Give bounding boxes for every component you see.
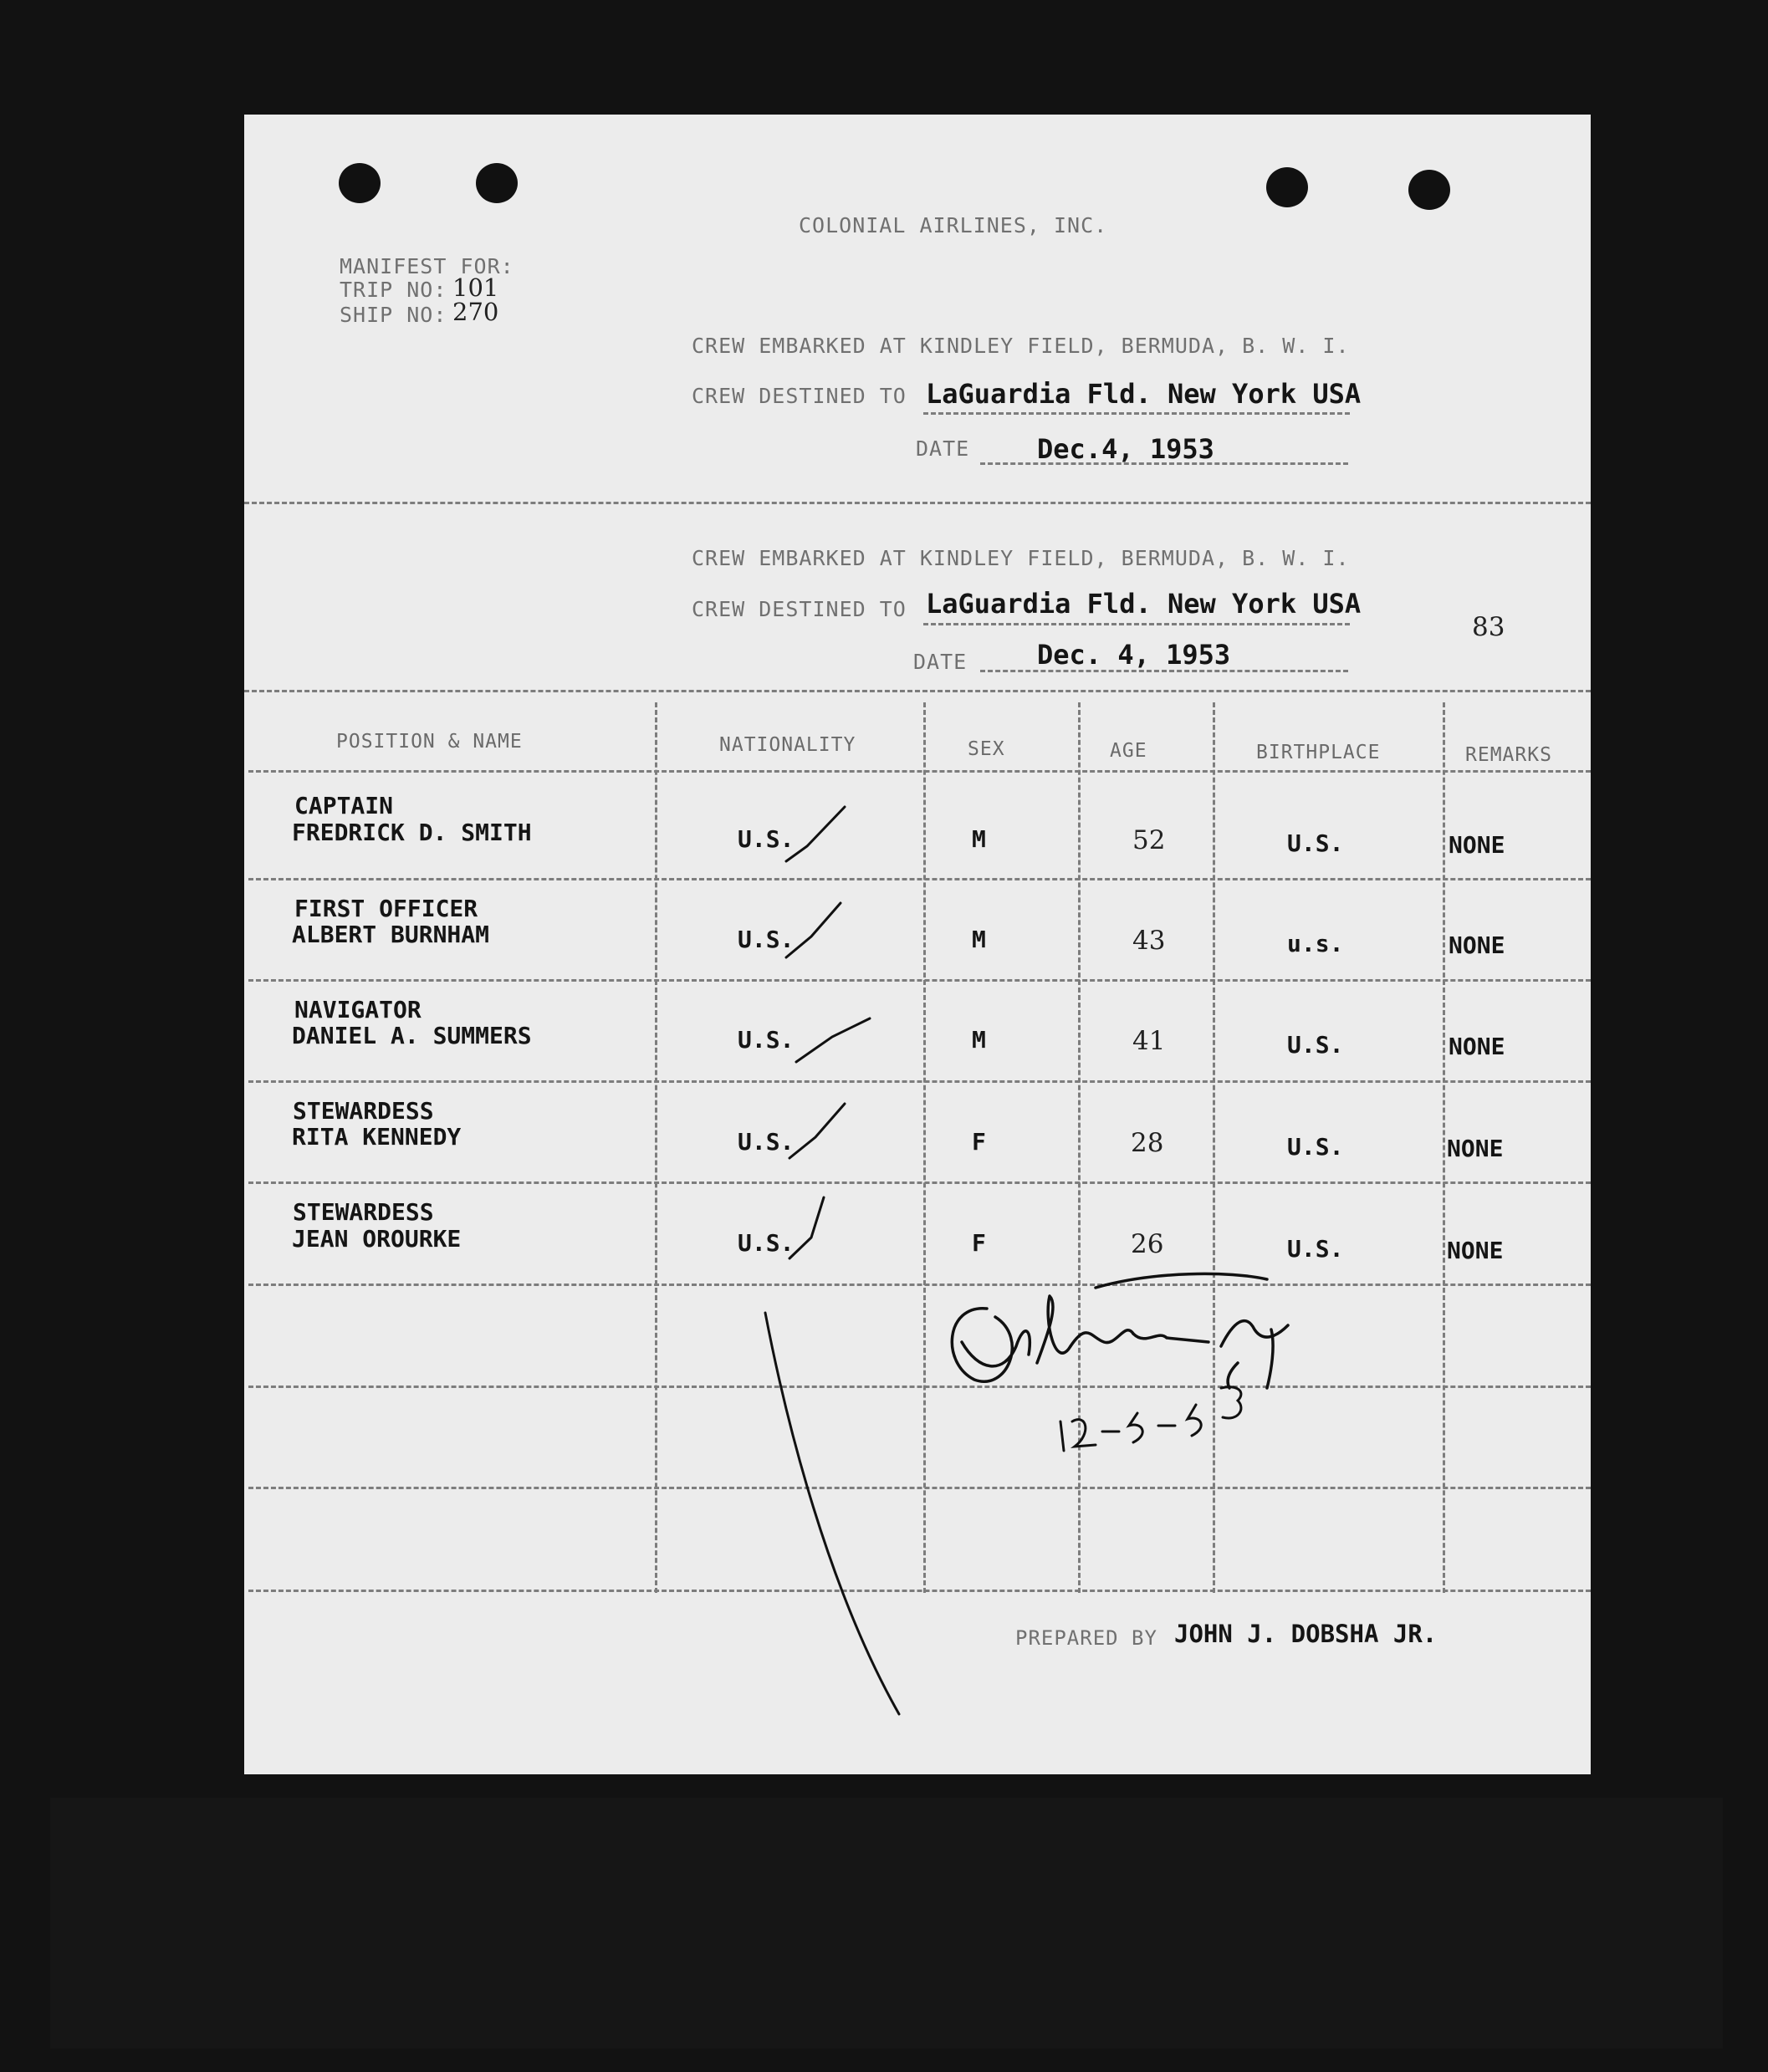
crew-remarks: NONE (1449, 1033, 1505, 1060)
header-remarks: REMARKS (1465, 744, 1552, 766)
column-divider (1078, 702, 1081, 1593)
crew-remarks: NONE (1449, 831, 1505, 859)
crew-name: ALBERT BURNHAM (292, 921, 490, 948)
crew-nationality: U.S. (738, 1026, 795, 1054)
row-border (248, 979, 1591, 982)
column-divider (923, 702, 926, 1593)
crew-position: NAVIGATOR (294, 996, 422, 1023)
crew-nationality: U.S. (738, 1128, 795, 1156)
date-label-1: DATE (916, 436, 970, 461)
punch-hole (339, 163, 381, 203)
row-border (248, 1386, 1591, 1388)
manifest-label: MANIFEST FOR: (340, 254, 514, 278)
row-border (248, 1181, 1591, 1184)
crew-birthplace: U.S. (1287, 1133, 1344, 1161)
prepared-by-name: JOHN J. DOBSHA JR. (1174, 1620, 1438, 1648)
embarked-label-2: CREW EMBARKED AT KINDLEY FIELD, BERMUDA, B. W. I. (692, 546, 1350, 570)
row-border (248, 1284, 1591, 1286)
crew-nationality: U.S. (738, 1229, 795, 1257)
crew-age: 52 (1132, 825, 1166, 855)
crew-sex: M (972, 1026, 986, 1054)
date-label-2: DATE (913, 650, 968, 674)
destined-label-2: CREW DESTINED TO (692, 597, 907, 621)
destination-underline-1 (923, 412, 1350, 415)
crew-name: DANIEL A. SUMMERS (292, 1022, 532, 1049)
crew-remarks: NONE (1447, 1135, 1504, 1162)
prepared-by-label: PREPARED BY (1015, 1626, 1157, 1650)
row-border (248, 1487, 1591, 1489)
header-age: AGE (1110, 740, 1147, 762)
crew-position: STEWARDESS (293, 1097, 434, 1125)
crew-position: STEWARDESS (293, 1198, 434, 1226)
date-underline-1 (980, 462, 1348, 465)
punch-hole (476, 163, 518, 203)
crew-birthplace: U.S. (1287, 1235, 1344, 1263)
header-sex: SEX (968, 738, 1005, 760)
crew-age: 26 (1131, 1229, 1164, 1259)
crew-birthplace: U.S. (1287, 829, 1344, 857)
page-number: 83 (1472, 612, 1505, 642)
header-row-border (248, 770, 1591, 773)
date-underline-2 (980, 670, 1348, 672)
header-position-name: POSITION & NAME (336, 731, 523, 753)
crew-birthplace: U.S. (1287, 1031, 1344, 1059)
date-1: Dec.4, 1953 (1037, 433, 1214, 465)
crew-position: CAPTAIN (294, 792, 394, 819)
crew-birthplace: u.s. (1287, 930, 1344, 957)
manifest-page (244, 115, 1591, 1774)
crew-sex: M (972, 825, 986, 853)
trip-number: 101 (452, 273, 499, 302)
date-2: Dec. 4, 1953 (1037, 639, 1231, 671)
ship-number: 270 (452, 298, 499, 326)
header-birthplace: BIRTHPLACE (1256, 742, 1381, 763)
ship-label: SHIP NO: (340, 303, 447, 327)
trip-label: TRIP NO: (340, 278, 447, 302)
crew-position: FIRST OFFICER (294, 895, 478, 922)
crew-name: JEAN OROURKE (292, 1225, 462, 1253)
destination-1: LaGuardia Fld. New York USA (926, 378, 1362, 410)
embarked-label-1: CREW EMBARKED AT KINDLEY FIELD, BERMUDA, B. W. I. (692, 334, 1350, 358)
company-name: COLONIAL AIRLINES, INC. (799, 213, 1108, 237)
column-divider (1213, 702, 1215, 1593)
crew-sex: M (972, 926, 986, 953)
crew-nationality: U.S. (738, 926, 795, 953)
crew-age: 41 (1132, 1026, 1166, 1056)
crew-sex: F (972, 1128, 986, 1156)
crew-age: 43 (1132, 926, 1166, 956)
crew-nationality: U.S. (738, 825, 795, 853)
row-border (248, 878, 1591, 880)
punch-hole (1408, 170, 1450, 210)
table-bottom-border (248, 1590, 1591, 1592)
destination-2: LaGuardia Fld. New York USA (926, 588, 1362, 620)
crew-age: 28 (1131, 1128, 1164, 1158)
column-divider (655, 702, 657, 1593)
punch-hole (1266, 167, 1308, 207)
destined-label-1: CREW DESTINED TO (692, 384, 907, 408)
column-divider (1443, 702, 1445, 1593)
crew-sex: F (972, 1229, 986, 1257)
row-border (248, 1080, 1591, 1083)
crew-remarks: NONE (1449, 931, 1505, 959)
crew-name: RITA KENNEDY (292, 1123, 462, 1151)
crew-remarks: NONE (1447, 1237, 1504, 1264)
section-divider (244, 502, 1591, 504)
header-nationality: NATIONALITY (719, 734, 856, 756)
destination-underline-2 (923, 623, 1350, 625)
table-top-border (244, 690, 1591, 692)
crew-name: FREDRICK D. SMITH (292, 819, 532, 846)
